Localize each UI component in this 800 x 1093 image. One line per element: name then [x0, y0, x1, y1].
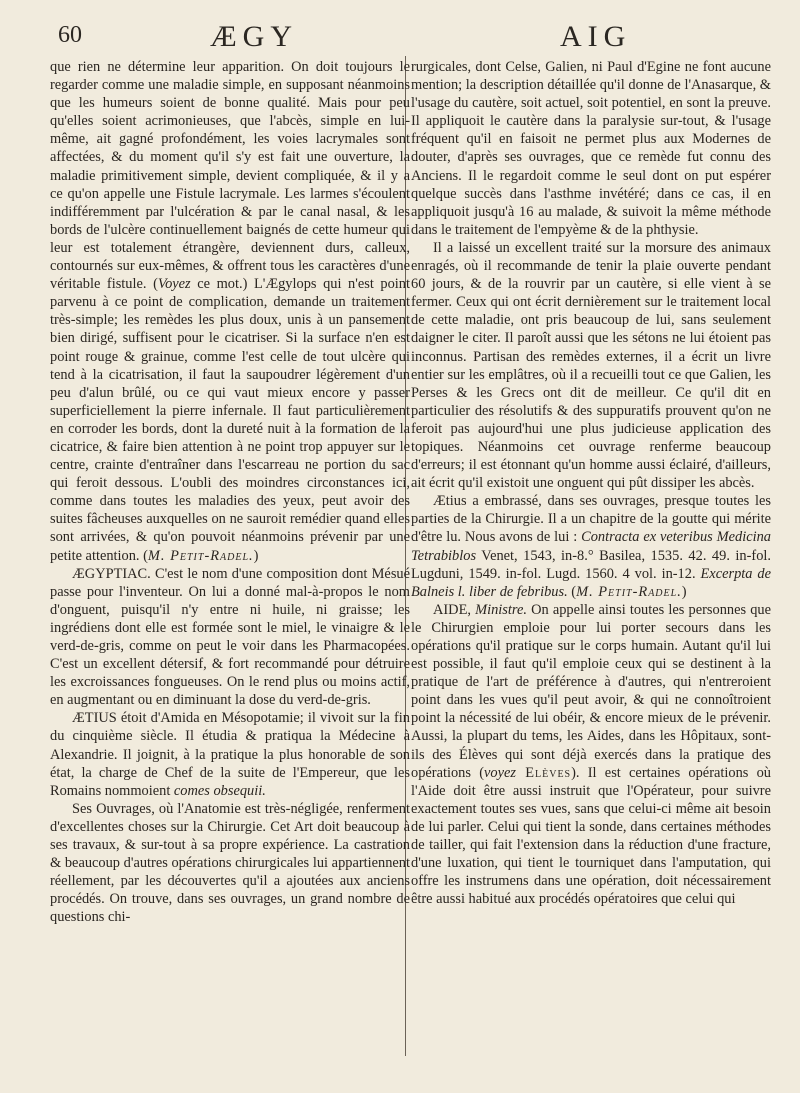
header-right-word: AIG: [560, 20, 632, 53]
running-header: [40, 22, 780, 56]
header-left-word: ÆGY: [210, 20, 299, 53]
paragraph-aegylops: que rien ne détermine leur apparition. On doit toujours le regarder comme une maladie simple, en supposant néanmoins que les humeurs soient de bonne qualité. Mais pour peu qu'elles soient acrimonieuses, que l'abcès, simple en lui-même, ait gagné profondément, les voies lacrymales sont affectées, & du moment qu'il s'y est fait une ouverture, la maladie primitivement simple, devient compliquée, & il y a ce qu'on appelle une Fistule lacrymale. Les larmes s'écoulent indifféremment par l'ulcération & par le canal nasal, & les bords de l'ulcère continuellement baignés de cette humeur qui leur est totalement étrangère, deviennent durs, calleux, contournés sur eux-mêmes, & offrent tous les caractères d'une véritable fistule. (Voyez ce mot.) L'Ægylops qui n'est point parvenu à ce point de complication, demande un traitement très-simple; les remèdes les plus doux, unis à un pansement bien dirigé, suffisent pour le cicatriser. Si la surface n'en est point rouge & grainue, comme l'est celle de tout ulcère qui tend à la cicatrisation, il faut la saupoudrer légèrement d'un peu d'alun brûlé, ou ce qui vaut mieux encore y passer superficiellement la pierre infernale. Il faut particulièrement en corroder les bords, dont la dureté nuit à la formation de la cicatrice, & faire bien attention à ne point trop appuyer sur le centre, crainte d'entraîner dans l'escarreau ne portion du sac qui feroit dessous. L'oubli des moindres circonstances ici, comme dans toutes les maladies des yeux, peut avoir des suites fâcheuses auxquelles on ne sauroit remédier quand elles sont arrivées, & qu'on pouvoit néanmoins prévenir par une petite attention. (M. Petit-Radel.): [50, 59, 410, 564]
author-signature: M. Petit-Radel.: [576, 583, 682, 600]
paragraph-aetius-bibliography: Ætius a embrassé, dans ses ouvrages, presque toutes les parties de la Chirurgie. Il a un chapitre de la goutte qui mérite d'être lu. Nous avons de lui : Contracta ex veteribus Medicina Tetrabiblos Venet, 1543, in-8.° Basilea, 1535. 42. 49. in-fol. Lugduni, 1549. in-fol. Lugd. 1560. 4 vol. in-12. Excerpta de Balneis l. liber de febribus. (M. Petit-Radel.): [411, 493, 771, 600]
entry-aide: AIDE, Ministre. On appelle ainsi toutes les personnes que le Chirurgien emploie pour lui porter secours dans les opérations qu'il pratique sur le corps humain. Autant qu'il lui est possible, il faut qu'il emploie ceux qui se destinent à la pratique de l'art de préférence à d'autres, qui n'entreroient point dans les vues qu'il peut avoir, & qui ne connoîtroient point la nécessité de lui obéir, & encore mieux de le prévenir. Aussi, la plupart du tems, les Aides, dans les Hôpitaux, sont-ils des Élèves qui sont déjà exercés dans la pratique des opérations (voyez Elèves). Il est certaines opérations où l'Aide doit être aussi instruit que l'Opérateur, pour suivre exactement toutes ses vues, sans que celui-ci même ait besoin de lui parler. Celui qui tient la sonde, dans certaines méthodes de tailler, qui fait l'extension dans la réduction d'une fracture, d'une luxation, qui tient le tourniquet dans l'amputation, qui offre les instrumens dans une opération, doit nécessairement être aussi habitué aux procédés opératoires que celui qui: [411, 601, 771, 908]
page-number: 60: [58, 22, 82, 48]
paragraph-aetius-rabies: Il a laissé un excellent traité sur la morsure des animaux enragés, où il recommande de tenir la plaie ouverte pendant 60 jours, & de la rouvrir par un cautère, si elle vient à se fermer. Ceux qui ont écrit dernièrement sur le traitement local de cette maladie, ont pris beaucoup de lui, sans seulement daigner le citer. Il paroît aussi que les sétons ne lui étoient pas inconnus. Partisan des remèdes externes, il a écrit un livre entier sur les emplâtres, où il a recueilli tout ce que Galien, les Perses & les Grecs ont dit de meilleur. Ce qu'il dit en particulier des résolutifs & des suppuratifs prouvent qu'on ne feroit pas aujourd'hui une plus judicieuse application des topiques. Néanmoins cet ouvrage renferme beaucoup d'erreurs; il est étonnant qu'un homme aussi éclairé, d'ailleurs, ait écrit qu'il existoit une onguent qui pût dissiper les abcès.: [411, 239, 771, 492]
author-signature: M. Petit-Radel.: [147, 547, 254, 564]
entry-headword: AIDE,: [433, 601, 471, 618]
entry-headword: ÆTIUS: [72, 710, 117, 727]
entry-aegyptiac: ÆGYPTIAC. C'est le nom d'une composition dont Mésué passe pour l'inventeur. On lui a donné mal-à-propos le nom d'onguent, puisqu'il n'y entre ni huile, ni graisse; les ingrédiens dont elle est formée sont le miel, le vinaigre & le verd-de-gris, comme on peut le voir dans les Pharmacopées. C'est un excellent détersif, & fort recommandé pour détruire les excroissances fongueuses. On le rend plus ou moins actif, en augmentant ou en diminuant la dose du verd-de-gris.: [50, 565, 410, 709]
entry-headword: ÆGYPTIAC.: [72, 565, 151, 582]
left-column: [50, 58, 410, 1068]
paragraph-aetius-works: Ses Ouvrages, où l'Anatomie est très-négligée, renferment d'excellentes choses sur la Chirurgie. Cet Art doit beaucoup à ses travaux, & sur-tout à sa propre expérience. La castration & beaucoup d'autres opérations chirurgicales lui appartiennent réellement, par les découvertes qu'il a ajoutées aux anciens procédés. On trouve, dans ses ouvrages, un grand nombre de questions chi-: [50, 800, 410, 926]
right-column: [411, 58, 771, 1068]
paragraph-aetius-cautery: rurgicales, dont Celse, Galien, ni Paul d'Egine ne font aucune mention; la description détaillée qu'il donne de l'Anasarque, & l'usage du cautère, soit actuel, soit potentiel, en sont la preuve. Il appliquoit le cautère dans la paralysie sur-tout, & l'usage fréquent qu'il en faisoit ne permet plus aux Modernes de douter, d'après ses ouvrages, que ce remède fut connu des Anciens. Il le regardoit comme le seul dont on put espérer quelque succès dans l'asthme invétéré; dans ce cas, il en appliquoit jusqu'à 16 au malade, & suivoit la même méthode dans le traitement de l'empyème & de la phthysie.: [411, 59, 771, 238]
entry-aetius: ÆTIUS étoit d'Amida en Mésopotamie; il vivoit sur la fin du cinquième siècle. Il étudia & pratiqua la Médecine à Alexandrie. Il joignit, à la pratique la plus honorable de son état, la charge de Chef de la suite de l'Empereur, que les Romains nommoient comes obsequii.: [50, 710, 410, 799]
